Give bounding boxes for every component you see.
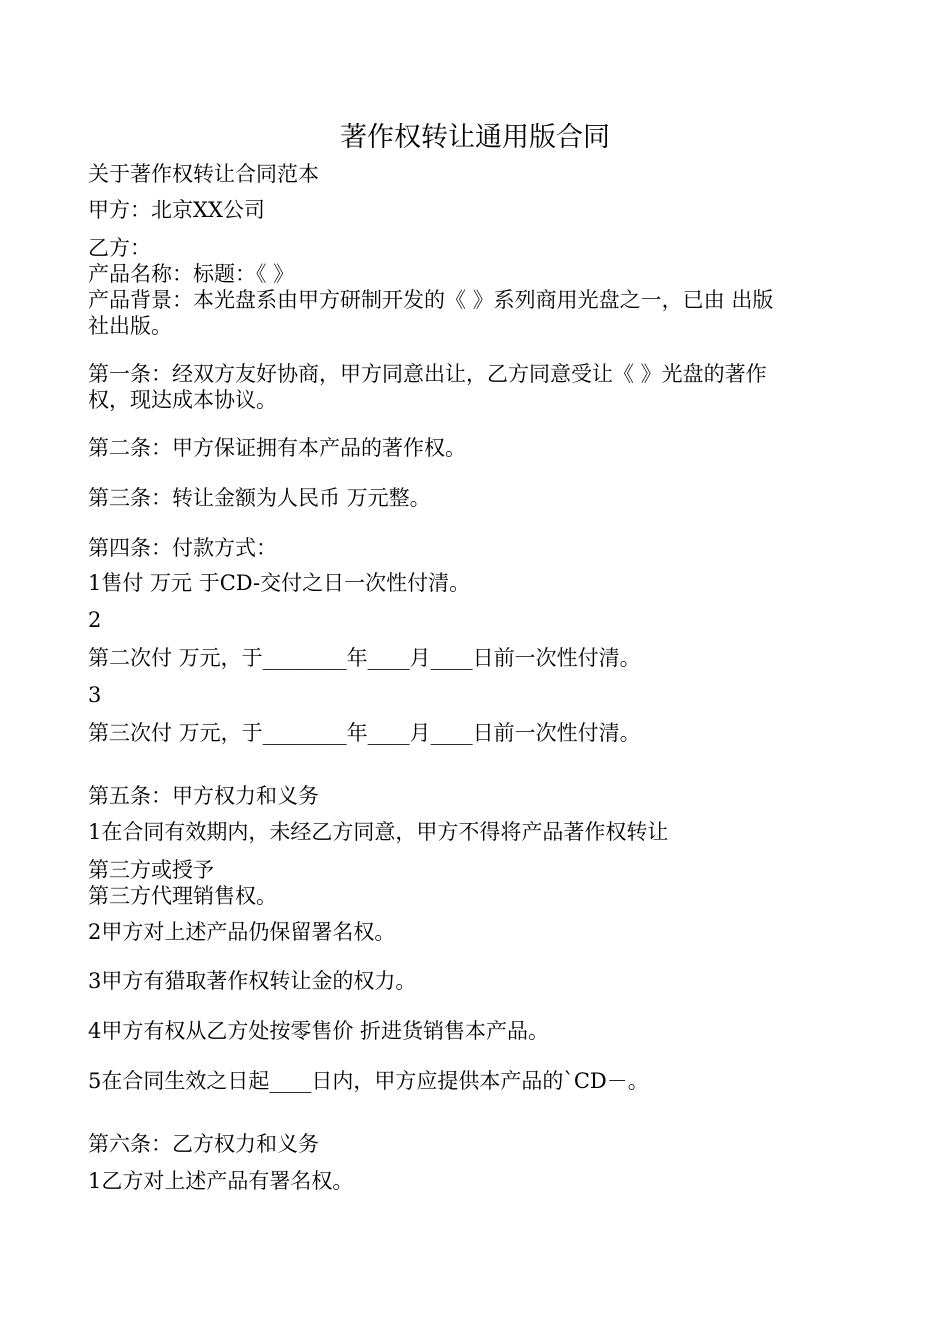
article-1-line-2: 权，现达成本协议。 [88,388,277,412]
party-b-line: 乙方： [88,236,151,260]
document-title: 著作权转让通用版合同 [340,122,610,153]
payment-item-2: 第二次付 万元，于________年____月____日前一次性付清。 [88,646,641,670]
party-a-line: 甲方：北京XX公司 [88,198,265,222]
party-a-duty-3: 3甲方有猎取著作权转让金的权力。 [88,969,417,993]
party-a-duty-1-continued-1: 第三方或授予 [88,858,214,882]
article-5-heading: 第五条：甲方权力和义务 [88,784,319,808]
payment-item-3-number: 3 [88,683,102,707]
product-background-line-1: 产品背景：本光盘系由甲方研制开发的《 》系列商用光盘之一，已由 出版 [88,288,774,312]
article-6-heading: 第六条：乙方权力和义务 [88,1132,319,1156]
party-a-duty-1-continued-2: 第三方代理销售权。 [88,884,277,908]
party-a-duty-5: 5在合同生效之日起____日内，甲方应提供本产品的`CD－。 [88,1069,649,1093]
article-4-heading: 第四条：付款方式： [88,536,277,560]
party-a-duty-2: 2甲方对上述产品仍保留署名权。 [88,920,396,944]
article-3-line: 第三条：转让金额为人民币 万元整。 [88,486,431,510]
article-1-line-1: 第一条：经双方友好协商，甲方同意出让，乙方同意受让《 》光盘的著作 [88,362,767,386]
paragraph-subtitle: 关于著作权转让合同范本 [88,162,319,186]
party-a-duty-1: 1在合同有效期内，未经乙方同意，甲方不得将产品著作权转让 [88,820,669,844]
payment-item-1: 1售付 万元 于CD-交付之日一次性付清。 [88,571,471,595]
party-a-duty-4: 4甲方有权从乙方处按零售价 折进货销售本产品。 [88,1019,550,1043]
payment-item-3: 第三次付 万元，于________年____月____日前一次性付清。 [88,721,641,745]
party-b-duty-1: 1乙方对上述产品有署名权。 [88,1169,354,1193]
payment-item-2-number: 2 [88,608,102,632]
product-background-line-2: 社出版。 [88,314,172,338]
article-2-line: 第二条：甲方保证拥有本产品的著作权。 [88,436,466,460]
product-name-line: 产品名称：标题：《 》 [88,262,295,286]
